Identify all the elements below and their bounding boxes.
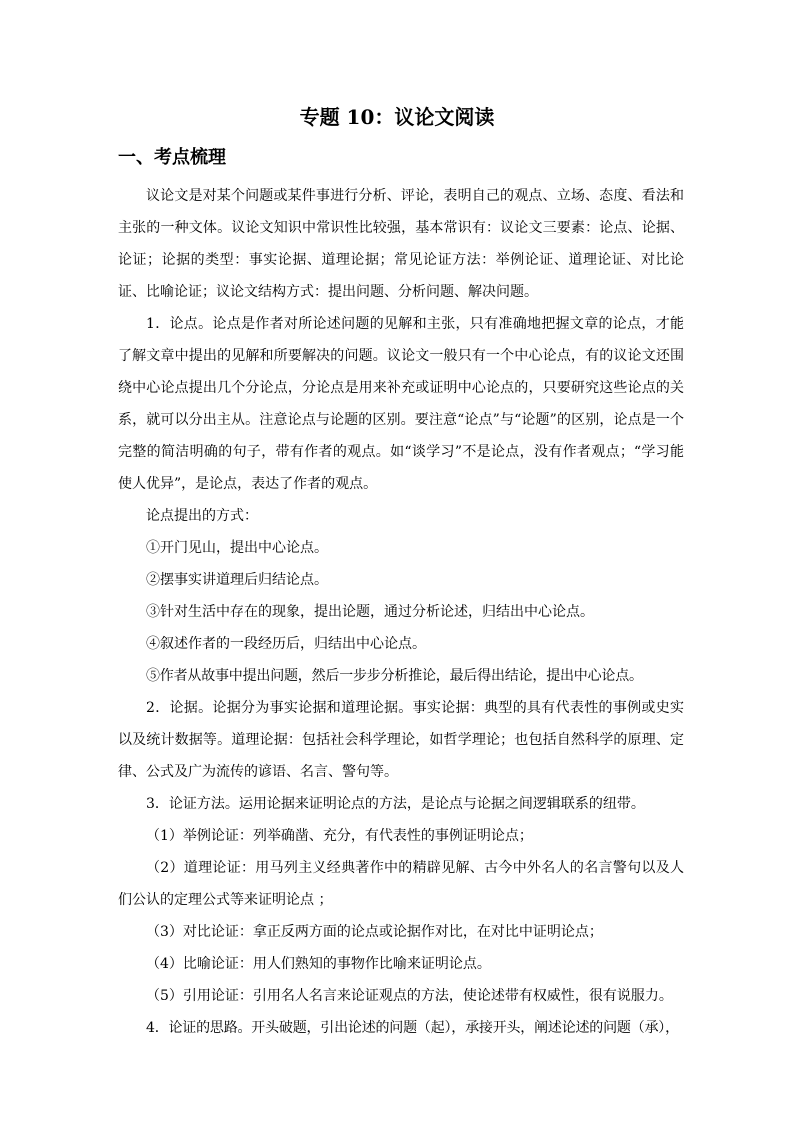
list-item-method-metaphor: （4）比喻论证：用人们熟知的事物作比喻来证明论点。 [146,956,491,972]
paragraph-argument-methods: 3．论证方法。运用论据来证明论点的方法，是论点与论据之间逻辑联系的纽带。 [146,796,645,812]
list-item-thesis-method-2: ②摆事实讲道理后归结论点。 [146,572,328,588]
list-item-method-reasoning: （2）道理论证：用马列主义经典著作中的精辟见解、古今中外名人的名言警句以及人们公认的定理公式等来证明论点 ； [118,860,684,908]
paragraph-evidence: 2．论据。论据分为事实论据和道理论据。事实论据：典型的具有代表性的事例或史实以及统计数据等。道理论据：包括社会科学理论，如哲学理论；也包括自然科学的原理、定律、公式及广为流传的谚语、名言、警句等。 [118,700,684,780]
document-body [118,180,684,1044]
section-heading: 一、考点梳理 [118,147,226,168]
list-item-method-contrast: （3）对比论证：拿正反两方面的论点或论据作对比，在对比中证明论点； [146,924,603,940]
list-item-method-citation: （5）引用论证：引用名人名言来论证观点的方法，使论述带有权威性，很有说服力。 [146,988,673,1004]
document-title: 专题 10：议论文阅读 [299,105,495,129]
list-item-thesis-method-4: ④叙述作者的一段经历后，归结出中心论点。 [146,636,426,652]
paragraph-thesis-methods-heading: 论点提出的方式： [146,508,258,524]
list-item-thesis-method-1: ①开门见山，提出中心论点。 [146,540,328,556]
paragraph-argument-structure: 4．论证的思路。开头破题，引出论述的问题（起），承接开头，阐述论述的问题（承）， [146,1020,679,1036]
list-item-thesis-method-3: ③针对生活中存在的现象，提出论题，通过分析论述，归结出中心论点。 [146,604,594,620]
list-item-thesis-method-5: ⑤作者从故事中提出问题，然后一步步分析推论，最后得出结论，提出中心论点。 [146,668,643,684]
paragraph-thesis: 1．论点。论点是作者对所论述问题的见解和主张，只有准确地把握文章的论点，才能了解文章中提出的见解和所要解决的问题。议论文一般只有一个中心论点，有的议论文还围绕中心论点提出几个分论点，分论点是用来补充或证明中心论点的，只要研究这些论点的关系，就可以分出主从。注意论点与论题的区别。要注意“论点”与“论题”的区别，论点是一个完整的简洁明确的句子，带有作者的观点。如“谈学习”不是论点，没有作者观点；“学习能使人优异”，是论点，表达了作者的观点。 [118,316,684,492]
paragraph-intro: 议论文是对某个问题或某件事进行分析、评论，表明自己的观点、立场、态度、看法和主张的一种文体。议论文知识中常识性比较强，基本常识有：议论文三要素：论点、论据、论证；论据的类型：事实论据、道理论据；常见论证方法：举例论证、道理论证、对比论证、比喻论证；议论文结构方式：提出问题、分析问题、解决问题。 [118,188,684,300]
list-item-method-example: （1）举例论证：列举确凿、充分，有代表性的事例证明论点； [146,828,533,844]
